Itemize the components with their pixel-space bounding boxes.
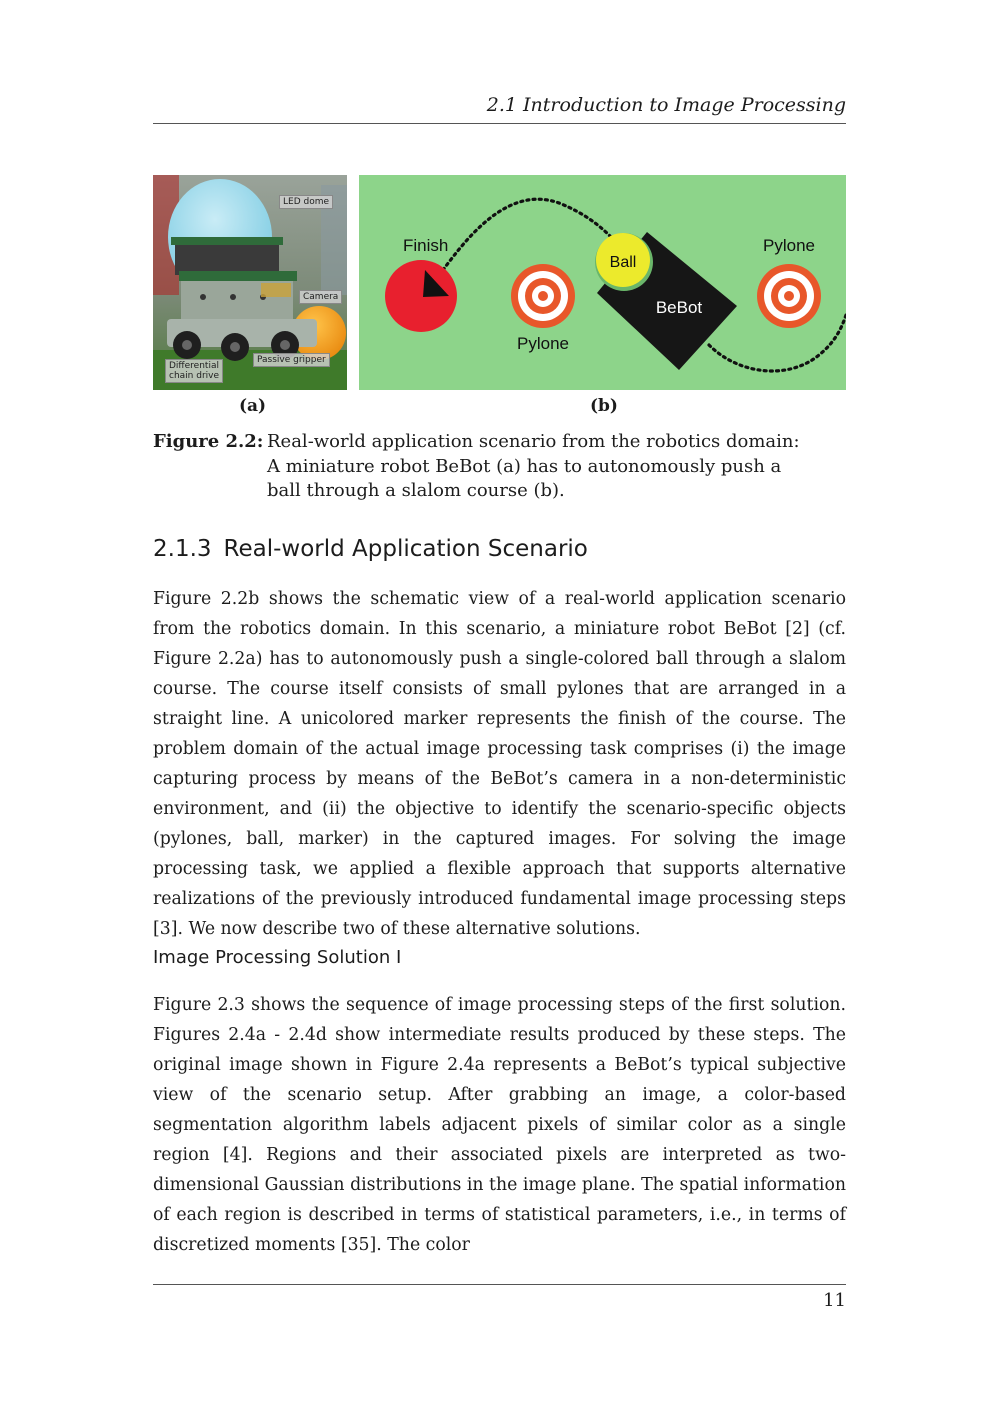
figure-2-2b-schematic: [359, 175, 846, 390]
section-number: 2.1.3: [153, 536, 212, 562]
label-ball: Ball: [609, 254, 637, 271]
page-number: 11: [823, 1290, 846, 1311]
label-camera: Camera: [299, 290, 342, 304]
caption-label: Figure 2.2:: [153, 431, 264, 452]
figure-caption: [153, 430, 846, 504]
section-paragraph: Figure 2.2b shows the schematic view of a real-world application scenario from the robotics domain. In this scenario, a miniature robot BeBot [2] (cf. Figure 2.2a) has to autonomously push a single-colored ball through a slalom course. The course itself consists of small pylones that are arranged in a straight line. A unicolored marker represents the finish of the course. The problem domain of the actual image processing task comprises (i) the image capturing process by means of the BeBot’s camera in a non-deterministic environment, and (ii) the objective to identify the scenario-specific objects (pylones, ball, marker) in the captured images. For solving the image processing task, we applied a flexible approach that supports alternative realizations of the previously introduced fundamental image processing steps [3]. We now describe two of these alternative solutions.: [153, 589, 846, 939]
label-chain-drive: [165, 359, 223, 383]
section-title: Real-world Application Scenario: [223, 536, 588, 562]
section-heading: [153, 536, 588, 562]
subfigure-label-b: (b): [590, 396, 618, 416]
figure-2-2a-robot-photo: [153, 175, 347, 390]
footer-rule: [153, 1284, 846, 1285]
header-rule: [153, 123, 846, 124]
label-led-dome: LED dome: [279, 195, 333, 209]
label-pylone-right: Pylone: [763, 236, 815, 255]
schematic-diagram: [359, 175, 846, 390]
running-head: 2.1 Introduction to Image Processing: [486, 94, 846, 116]
label-chain-drive-line1: Differential: [169, 361, 219, 371]
subsection-paragraph: Figure 2.3 shows the sequence of image processing steps of the first solution. Figures 2.4a - 2.4d show intermediate results produced by these steps. The original image shown in Figure 2.4a represents a BeBot’s typical subjective view of the scenario setup. After grabbing an image, a color-based segmentation algorithm labels adjacent pixels of similar color as a single region [4]. Regions and their associated pixels are interpreted as two-dimensional Gaussian distributions in the image plane. The spatial information of each region is described in terms of statistical parameters, i.e., in terms of discretized moments [35]. The color: [153, 995, 846, 1255]
label-bebot: BeBot: [655, 298, 703, 317]
caption-text: Real-world application scenario from the robotics domain: A miniature robot BeBot (a) has to autonomously push a ball through a slalom course (b).: [267, 431, 800, 501]
label-passive-gripper: Passive gripper: [253, 353, 330, 367]
subsection-heading: Image Processing Solution I: [153, 947, 402, 968]
subfigure-label-a: (a): [239, 396, 267, 416]
label-chain-drive-line2: chain drive: [169, 371, 220, 381]
label-pylone-left: Pylone: [517, 334, 569, 353]
label-finish: Finish: [403, 236, 449, 255]
